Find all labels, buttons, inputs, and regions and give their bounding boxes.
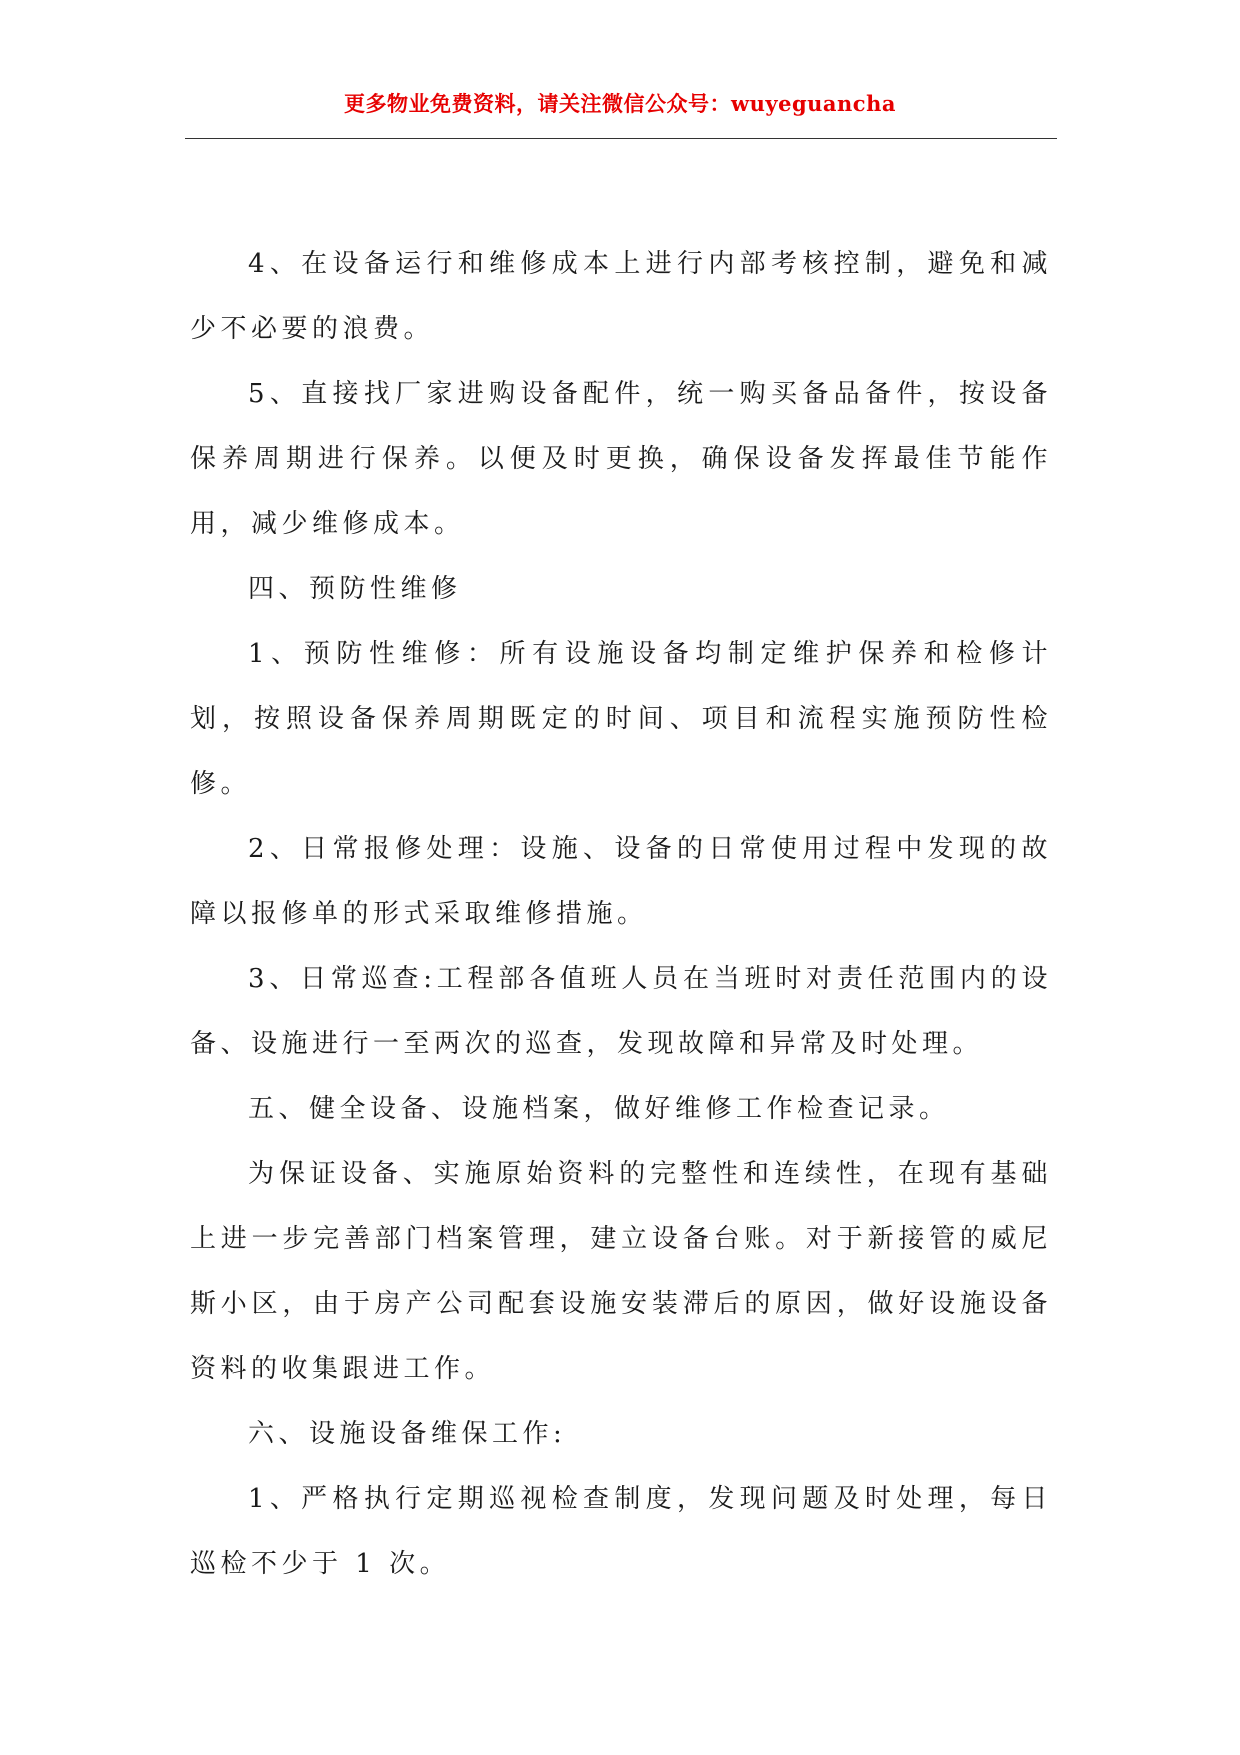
section-heading-preventive-maintenance: 四、预防性维修 xyxy=(248,574,462,604)
paragraph-archives: 为保证设备、实施原始资料的完整性和连续性，在现有基础上进一步完善部门档案管理，建立设备台账。对于新接管的威尼斯小区，由于房产公司配套设施安装滞后的原因，做好设施设备资料的收集跟进工作。 xyxy=(190,1159,1052,1384)
document-body xyxy=(190,232,1052,1597)
paragraph-item-5: 5、直接找厂家进购设备配件，统一购买备品备件，按设备保养周期进行保养。以便及时更换，确保设备发挥最佳节能作用，减少维修成本。 xyxy=(190,379,1052,539)
paragraph-maintenance-1: 1、严格执行定期巡视检查制度，发现问题及时处理，每日巡检不少于 1 次。 xyxy=(190,1484,1052,1579)
paragraph-preventive-1: 1、预防性维修：所有设施设备均制定维护保养和检修计划，按照设备保养周期既定的时间、项目和流程实施预防性检修。 xyxy=(190,639,1052,799)
section-heading-maintenance-work: 六、设施设备维保工作: xyxy=(248,1419,567,1449)
paragraph-preventive-3: 3、日常巡查:工程部各值班人员在当班时对责任范围内的设备、设施进行一至两次的巡查，发现故障和异常及时处理。 xyxy=(190,964,1052,1059)
header-divider xyxy=(185,138,1057,139)
paragraph-item-4: 4、在设备运行和维修成本上进行内部考核控制，避免和减少不必要的浪费。 xyxy=(190,249,1052,344)
header-notice: 更多物业免费资料，请关注微信公众号：wuyeguancha xyxy=(344,91,896,116)
section-heading-archives: 五、健全设备、设施档案，做好维修工作检查记录。 xyxy=(248,1094,950,1124)
paragraph-preventive-2: 2、日常报修处理：设施、设备的日常使用过程中发现的故障以报修单的形式采取维修措施。 xyxy=(190,834,1052,929)
